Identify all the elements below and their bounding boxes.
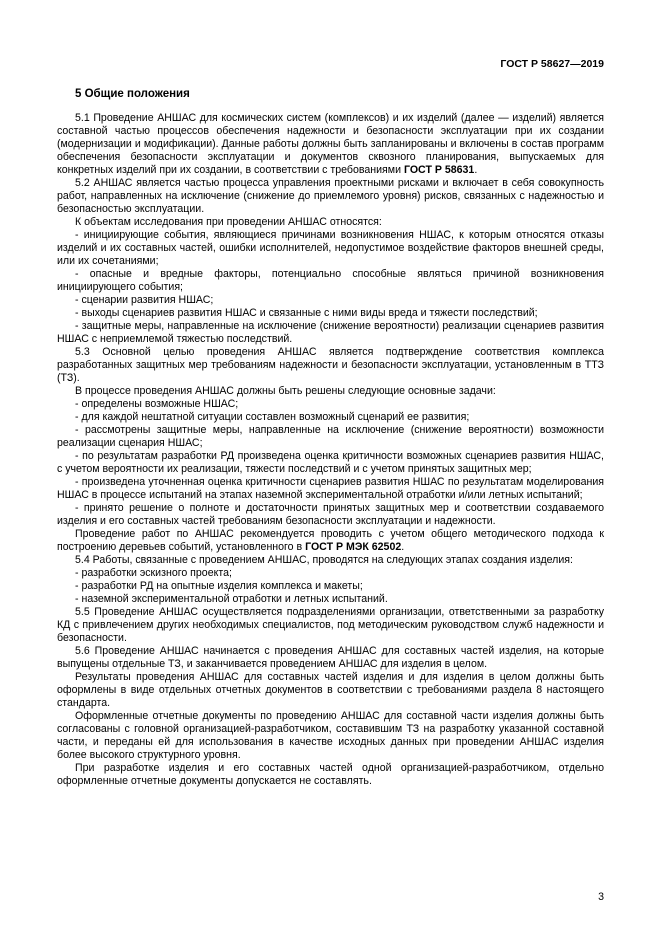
- paragraph: - по результатам разработки РД произведена оценка критичности возможных сценариев развития НШАС, с учетом вероятности их реализации, тяжести последствий и с учетом принятых защитных мер;: [57, 450, 604, 475]
- paragraph: - рассмотрены защитные меры, направленные на исключение (снижение вероятности) возможности реализации сценария НШАС;: [57, 424, 604, 449]
- paragraph: - для каждой нештатной ситуации составлен возможный сценарий ее развития;: [75, 411, 470, 423]
- paragraph: - выходы сценариев развития НШАС и связанные с ними виды вреда и тяжести последствий;: [75, 307, 538, 319]
- paragraph: 5.6 Проведение АНШАС начинается с проведения АНШАС для составных частей изделия, на которые выпущены отдельные ТЗ, и заканчивается проведением АНШАС для изделия в целом.: [57, 645, 604, 670]
- paragraph: При разработке изделия и его составных частей одной организацией-разработчиком, отдельно оформленные отчетные документы допускается не составлять.: [57, 762, 604, 787]
- standard-reference: ГОСТ Р 58631: [403, 164, 475, 176]
- paragraph: 5.1 Проведение АНШАС для космических систем (комплексов) и их изделий (далее — изделий) является составной частью процессов обеспечения надежности и безопасности эксплуатации при их создании (модернизации и модификации). Данные работы должны быть запланированы и включены в состав программ обеспечения безопасности эксплуатации и документов сквозного планирования, выпускаемых для конкретных изделий при их создании, в соответствии с требованиями ГОСТ Р 58631.: [57, 112, 604, 176]
- document-body: [57, 112, 604, 788]
- paragraph: - определены возможные НШАС;: [75, 398, 239, 410]
- section-title: 5 Общие положения: [75, 88, 190, 100]
- doc-number: ГОСТ Р 58627—2019: [500, 58, 604, 70]
- paragraph: 5.4 Работы, связанные с проведением АНШАС, проводятся на следующих этапах создания изделия:: [75, 554, 573, 566]
- paragraph: - опасные и вредные факторы, потенциально способные являться причиной возникновения инициирующего события;: [57, 268, 604, 293]
- paragraph: - разработки РД на опытные изделия комплекса и макеты;: [75, 580, 363, 592]
- paragraph: - сценарии развития НШАС;: [75, 294, 214, 306]
- paragraph: - наземной экспериментальной отработки и летных испытаний.: [75, 593, 388, 605]
- paragraph: - защитные меры, направленные на исключение (снижение вероятности) реализации сценариев развития НШАС с неприемлемой тяжестью последствий.: [57, 320, 604, 345]
- paragraph: - принято решение о полноте и достаточности принятых защитных мер и соответствии создаваемого изделия и его составных частей требованиям безопасности эксплуатации и надежности.: [57, 502, 604, 527]
- paragraph: 5.3 Основной целью проведения АНШАС является подтверждение соответствия комплекса разработанных защитных мер требованиям надежности и безопасности эксплуатации, установленным в ТТЗ (ТЗ).: [57, 346, 604, 384]
- standard-reference: ГОСТ Р МЭК 62502: [305, 541, 402, 553]
- paragraph: 5.5 Проведение АНШАС осуществляется подразделениями организации, ответственными за разработку КД с привлечением других необходимых специалистов, под методическим руководством служб надежности и безопасности.: [57, 606, 604, 644]
- paragraph: - инициирующие события, являющиеся причинами возникновения НШАС, к которым относятся отказы изделий и их составных частей, ошибки исполнителей, недопустимое воздействие факторов внешней среды, или их сочетаниями;: [57, 229, 604, 267]
- paragraph: В процессе проведения АНШАС должны быть решены следующие основные задачи:: [75, 385, 496, 397]
- paragraph: К объектам исследования при проведении АНШАС относятся:: [75, 216, 382, 228]
- paragraph: Проведение работ по АНШАС рекомендуется проводить с учетом общего методического подхода к построению деревьев событий, установленного в ГОСТ Р МЭК 62502.: [57, 528, 604, 553]
- paragraph: - разработки эскизного проекта;: [75, 567, 232, 579]
- paragraph: Оформленные отчетные документы по проведению АНШАС для составной части изделия должны быть согласованы с головной организацией-разработчиком, составившим ТЗ на разработку указанной составной части, и переданы ей для использования в качестве исходных данных при проведении АНШАС изделия более высокого структурного уровня.: [57, 710, 604, 761]
- paragraph: 5.2 АНШАС является частью процесса управления проектными рисками и включает в себя совокупность работ, направленных на исключение (снижение до приемлемого уровня) рисков, связанных с надежностью и безопасностью эксплуатации.: [57, 177, 604, 215]
- paragraph: Результаты проведения АНШАС для составных частей изделия и для изделия в целом должны быть оформлены в виде отдельных отчетных документов в соответствии с требованиями раздела 8 настоящего стандарта.: [57, 671, 604, 709]
- paragraph: - произведена уточненная оценка критичности сценариев развития НШАС по результатам моделирования НШАС в процессе испытаний на этапах наземной экспериментальной отработки и/или летных испытаний;: [57, 476, 604, 501]
- page-number: 3: [598, 891, 604, 903]
